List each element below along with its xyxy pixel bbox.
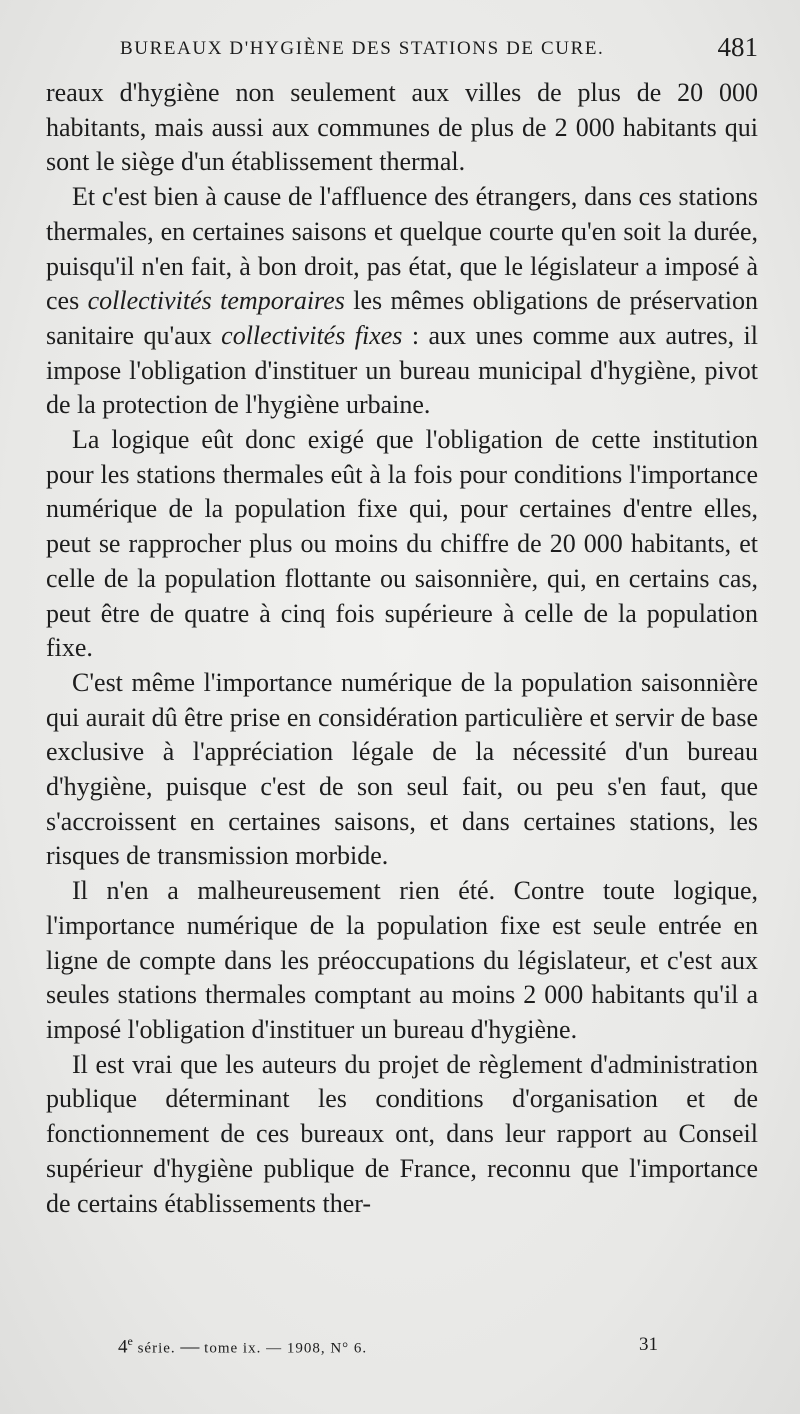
signature-mark: 31 [639,1334,658,1355]
paragraph-5: Il n'en a malheureusement rien été. Contre toute logique, l'importance numérique de la population fixe est seule entrée en ligne de compte dans les préoccupations du législateur, et c'est aux seules stations thermales comptant au moins 2 000 habitants qu'il a imposé l'obligation d'instituer un bureau d'hygiène. [46,876,758,1044]
italic-collectivites-fixes: collectivités fixes [221,320,403,350]
series-superscript: e [127,1334,133,1348]
body-text [46,76,758,1221]
paragraph-6: Il est vrai que les auteurs du projet de règlement d'administration publique déterminant les conditions d'organisation et de fonctionnement de ces bureaux ont, dans leur rapport au Conseil supérieur d'hygiène publique de France, reconnu que l'importance de certains établissements ther- [46,1049,758,1218]
running-head [120,32,758,66]
series-number: 4 [118,1336,128,1358]
paragraph-2-part-a: Et c'est bien à cause de l'affluence des étrangers, dans ces stations thermales, en certaines saisons et quelque courte qu'en soit la durée, puisqu'il n'en fait, à bon droit, pas état, que le législateur a imposé à ces [46,182,758,316]
paragraph-1: reaux d'hygiène non seulement aux villes de plus de 20 000 habitants, mais aussi aux communes de plus de 2 000 habitants qui sont le siège d'un établissement thermal. [46,78,758,177]
paragraph-2-part-c: : aux unes comme aux autres, il impose l'obligation d'instituer un bureau municipal d'hygiène, pivot de la protection de l'hygiène urbaine. [46,320,758,420]
paragraph-2 [46,180,758,423]
italic-collectivites-temporaires: collectivités temporaires [87,286,345,316]
issue-info: ix. — 1908, N° 6. [242,1340,368,1357]
paragraph-3: La logique eût donc exigé que l'obligation de cette institution pour les stations thermales eût à la fois pour conditions l'importance numérique de la population fixe qui, pour certaines d'entre elles, peut se rapprocher plus ou moins du chiffre de 20 000 habitants, et celle de la population flottante ou saisonnière, qui, en certains cas, peut être de quatre à cinq fois supérieure à celle de la population fixe. [46,425,758,663]
paragraph-2-part-b: les mêmes obligations de préservation sanitaire qu'aux [46,286,759,350]
running-title: BUREAUX D'HYGIÈNE DES STATIONS DE CURE. [120,38,605,59]
paragraph-4: C'est même l'importance numérique de la population saisonnière qui aurait dû être prise en considération particulière et servir de base exclusive à l'appréciation légale de la nécessité d'un bureau d'hygiène, puisque c'est de son seul fait, ou peu s'en faut, que s'accroissent en certaines saisons, et dans certaines stations, les risques de transmission morbide. [46,667,758,871]
series-word: série. [137,1340,176,1357]
volume-info: 4e série. — tome ix. — 1908, N° 6. [118,1334,368,1358]
page-number: 481 [717,32,758,62]
page-footer [118,1334,658,1364]
tome-word: tome [204,1340,239,1357]
